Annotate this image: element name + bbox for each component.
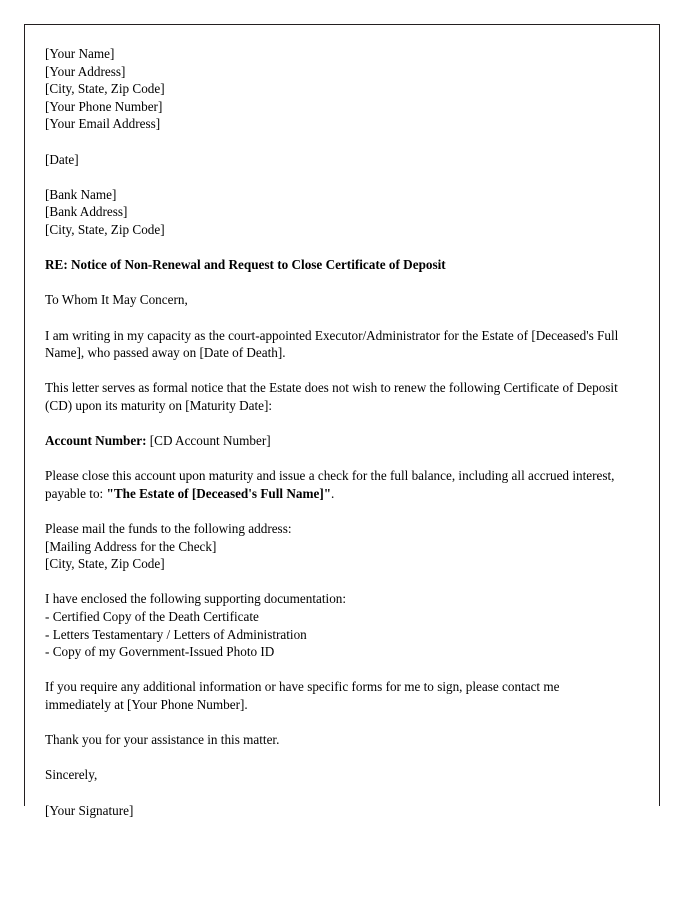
enclosure-item: - Copy of my Government-Issued Photo ID <box>45 644 275 660</box>
payable-prefix: Please close this account upon maturity and issue a check for the full balance, including all accrued interest, payable to: <box>45 468 615 501</box>
paragraph-close-account <box>45 467 621 502</box>
sender-address-block <box>45 45 621 133</box>
letter-body <box>45 45 621 837</box>
sender-address: [Your Address] <box>45 63 126 79</box>
recipient-city-state-zip: [City, State, Zip Code] <box>45 221 165 237</box>
mailing-intro: Please mail the funds to the following address: <box>45 521 292 537</box>
mailing-address: [Mailing Address for the Check] <box>45 538 217 554</box>
account-number-line <box>45 432 621 450</box>
payable-payee: "The Estate of [Deceased's Full Name]" <box>106 485 332 501</box>
sender-city-state-zip: [City, State, Zip Code] <box>45 81 165 97</box>
signature-line: [Your Signature] <box>45 802 134 818</box>
date-line: [Date] <box>45 151 79 167</box>
salutation: To Whom It May Concern, <box>45 292 188 308</box>
date-block <box>45 151 621 169</box>
recipient-bank-name: [Bank Name] <box>45 186 117 202</box>
paragraph-contact: If you require any additional information or have specific forms for me to sign, please contact me immediately at [Your Phone Number]. <box>45 679 560 712</box>
enclosures-block <box>45 590 621 660</box>
paragraph-notice: This letter serves as formal notice that the Estate does not wish to renew the following Certificate of Deposit (CD) upon its maturity on [Maturity Date]: <box>45 380 618 413</box>
paragraph-thanks: Thank you for your assistance in this matter. <box>45 732 280 748</box>
enclosure-item: - Letters Testamentary / Letters of Administration <box>45 626 307 642</box>
enclosure-item: - Certified Copy of the Death Certificate <box>45 609 259 624</box>
sender-email: [Your Email Address] <box>45 116 161 132</box>
sender-name: [Your Name] <box>45 46 115 61</box>
subject-line: RE: Notice of Non-Renewal and Request to Close Certificate of Deposit <box>45 257 446 273</box>
enclosures-intro: I have enclosed the following supporting documentation: <box>45 591 347 607</box>
document-page <box>24 24 660 818</box>
recipient-bank-address: [Bank Address] <box>45 204 128 220</box>
account-number-label: Account Number: <box>45 433 147 449</box>
recipient-address-block <box>45 186 621 239</box>
account-number-value: [CD Account Number] <box>149 433 271 449</box>
closing: Sincerely, <box>45 767 98 783</box>
sender-phone: [Your Phone Number] <box>45 98 163 114</box>
payable-suffix: . <box>331 485 335 501</box>
mailing-address-block <box>45 520 621 573</box>
paragraph-capacity: I am writing in my capacity as the court-appointed Executor/Administrator for the Estate of [Deceased's Full Name], who passed away on [Date of Death]. <box>45 327 619 361</box>
mailing-city-state-zip: [City, State, Zip Code] <box>45 556 165 572</box>
